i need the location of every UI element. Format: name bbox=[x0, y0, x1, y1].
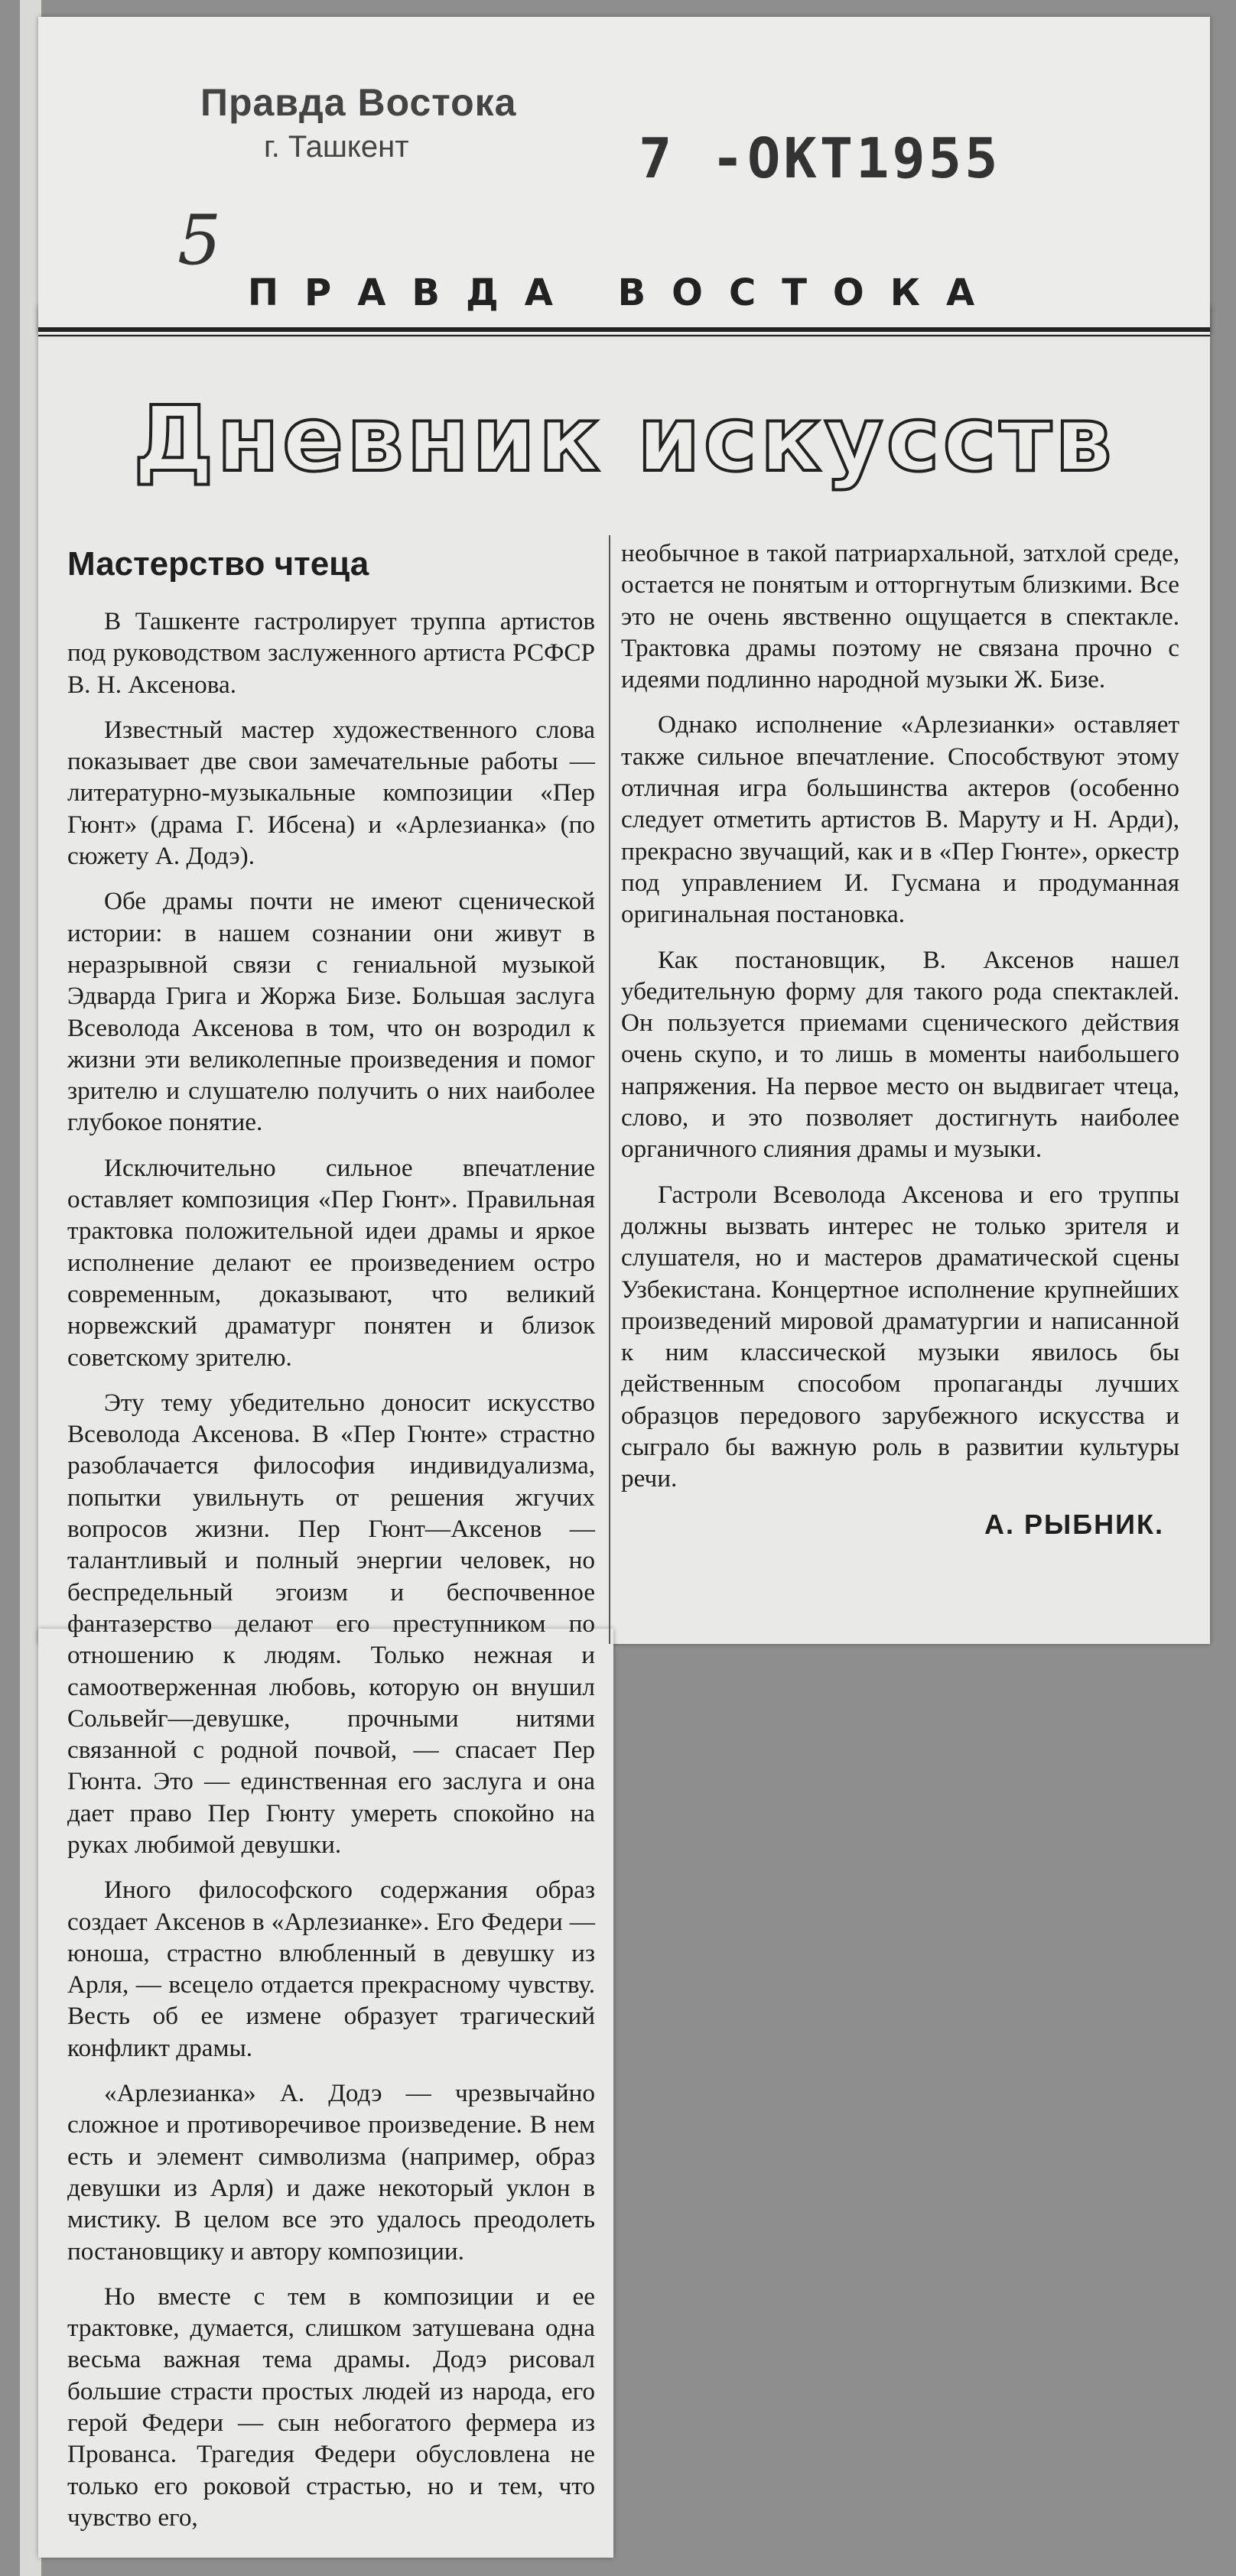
article-author: А. РЫБНИК. bbox=[984, 1508, 1164, 1540]
masthead-rule-thick bbox=[38, 327, 1210, 332]
article-paragraph: Иного философского содержания образ создает Аксенов в «Арлезианке». Его Федери — юноша, страстно влюбленный в девушку из Арля, — всецело отдается прекрасному чувству. Весть об ее измене образует трагический конфликт драмы. bbox=[67, 1876, 595, 2062]
stamp-city: г. Ташкент bbox=[264, 130, 409, 164]
article-left-column bbox=[67, 535, 595, 2547]
section-title: Дневник искусств bbox=[133, 386, 1115, 492]
article-paragraph: Но вместе с тем в композиции и ее трактовке, думается, слишком затушевана одна весьма важная тема драмы. Додэ рисовал большие страсти простых людей из народа, его герой Федери — сын небогатого фермера из Прованса. Трагедия Федери обусловлена не только его роковой страстью, но и тем, что чувство его, bbox=[67, 2282, 595, 2532]
article-paragraph: В Ташкенте гастролирует труппа артистов под руководством заслуженного артиста РСФСР В. Н. Аксенова. bbox=[67, 607, 595, 699]
pencil-mark: 5 bbox=[177, 200, 222, 281]
column-divider bbox=[609, 535, 610, 1644]
article-paragraph: Гастроли Всеволода Аксенова и его труппы должны вызвать интерес не только зрителя и слушателя, но и мастеров драматической сцены Узбекистана. Концертное исполнение крупнейших произведений мировой драматургии и написанной к ним классической музыки явилось бы действенным способом пропаганды лучших образцов передового зарубежного искусства и сыграло бы важную роль в развитии культуры речи. bbox=[621, 1180, 1179, 1493]
masthead: ПРАВДА ВОСТОКА bbox=[247, 271, 1001, 314]
article-paragraph: Обе драмы почти не имеют сценической истории: в нашем сознании они живут в неразрывной связи с гениальной музыкой Эдварда Грига и Жоржа Бизе. Большая заслуга Всеволода Аксенова в том, что он возродил к жизни эти великолепные произведения и помог зрителю и слушателю получить о них наиболее глубокое понятие. bbox=[67, 887, 595, 1137]
stamp-newspaper-name: Правда Востока bbox=[200, 81, 517, 124]
article-paragraph: Как постановщик, В. Аксенов нашел убедительную форму для такого рода спектаклей. Он пользуется приемами сценического действия очень скупо, и то лишь в моменты наибольшего напряжения. На первое место он выдвигает чтеца, слово, и это позволяет достигнуть наиболее органичного слияния драмы и музыки. bbox=[621, 945, 1179, 1164]
article-right-column bbox=[621, 538, 1179, 1540]
stamp-date: 7 -ОКТ1955 bbox=[639, 126, 1001, 190]
masthead-rule-thin bbox=[38, 335, 1210, 336]
article-paragraph: Известный мастер художественного слова показывает две свои замечательные работы — литературно-музыкальные композиции «Пер Гюнт» (драма Г. Ибсена) и «Арлезианка» (по сюжету А. Додэ). bbox=[67, 715, 595, 871]
article-paragraph: Исключительно сильное впечатление оставляет композиция «Пер Гюнт». Правильная трактовка положительной идеи драмы и яркое исполнение делают ее произведением остро современным, доказывают, что великий норвежский драматург понятен и близок советскому зрителю. bbox=[67, 1153, 595, 1372]
article-title: Мастерство чтеца bbox=[67, 545, 369, 583]
article-paragraph: Эту тему убедительно доносит искусство Всеволода Аксенова. В «Пер Гюнте» страстно разоблачается философия индивидуализма, попытки увильнуть от решения жгучих вопросов жизни. Пер Гюнт—Аксенов — талантливый и полный энергии человек, но беспредельный эгоизм и беспочвенное фантазерство делают его преступником по отношению к людям. Только нежная и самоотверженная любовь, которую он внушил Сольвейг—девушке, прочными нитями связанной с родной почвой, — спасает Пер Гюнта. Это — единственная его заслуга и она дает право Пер Гюнту умереть спокойно на руках любимой девушки. bbox=[67, 1388, 595, 1859]
article-paragraph: «Арлезианка» А. Додэ — чрезвычайно сложное и противоречивое произведение. В нем есть и элемент символизма (например, образ девушки из Арля) и даже некоторый уклон в мистику. В целом все это удалось преодолеть постановщику и автору композиции. bbox=[67, 2079, 595, 2266]
article-paragraph: Однако исполнение «Арлезианки» оставляет также сильное впечатление. Способствуют этому отличная игра большинства актеров (особенно следует отметить артистов В. Маруту и Н. Арди), прекрасно звучащий, как и в «Пер Гюнте», оркестр под управлением И. Гусмана и продуманная оригинальная постановка. bbox=[621, 710, 1179, 929]
article-paragraph-continued: необычное в такой патриархальной, затхлой среде, остается не понятым и отторгнутым близкими. Все это не очень явственно ощущается в спектакле. Трактовка драмы поэтому не связана прочно с идеями подлинно народной музыки Ж. Бизе. bbox=[621, 539, 1179, 694]
